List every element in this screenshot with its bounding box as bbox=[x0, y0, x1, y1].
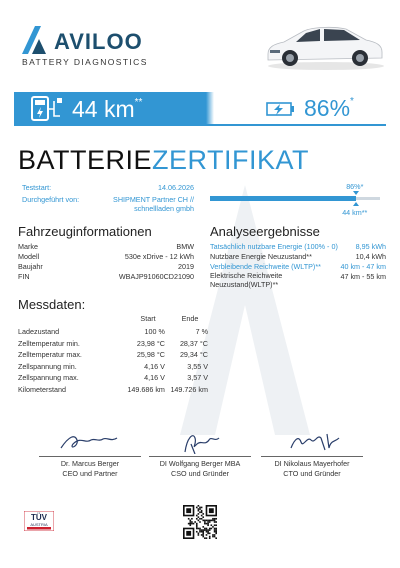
col-end: Ende bbox=[181, 314, 199, 323]
aviloo-logo bbox=[22, 26, 152, 70]
measurement-row: Zelltemperatur min. 23,98 °C 28,37 °C bbox=[18, 338, 208, 348]
signature-ceo: Dr. Marcus Berger CEO und Partner bbox=[30, 430, 150, 478]
gauge-range-label: 44 km** bbox=[342, 208, 368, 217]
signature-cto: DI Nikolaus Mayerhofer CTO und Gründer bbox=[252, 430, 372, 478]
analysis-row-wltp: Elektrische Reichweite Neuzustand(WLTP)** 47 km - 55 km bbox=[210, 271, 386, 289]
vehicle-info bbox=[18, 242, 194, 282]
qr-code bbox=[183, 505, 217, 539]
battery-icon bbox=[266, 101, 296, 117]
svg-text:TÜV: TÜV bbox=[31, 513, 47, 522]
analysis-row: Verbleibende Reichweite (WLTP)** 40 km - 47 km bbox=[210, 262, 386, 271]
svg-text:AUSTRIA: AUSTRIA bbox=[30, 522, 48, 527]
vehicle-row: Modell 530e xDrive - 12 kWh bbox=[18, 252, 194, 261]
summary-bar bbox=[0, 89, 400, 129]
soh-gauge bbox=[210, 180, 386, 220]
signature-scribble-icon bbox=[165, 430, 235, 454]
soh-value: 86%* bbox=[304, 95, 354, 121]
range-value: 44 km** bbox=[72, 96, 143, 122]
signature-cso: DI Wolfgang Berger MBA CSO und Gründer bbox=[140, 430, 260, 478]
measurement-row: Kilometerstand 149.686 km 149.726 km bbox=[18, 384, 208, 394]
measurement-row: Zelltemperatur max. 25,98 °C 29,34 °C bbox=[18, 350, 208, 359]
analysis-row: Tatsächlich nutzbare Energie (100% - 0) 8,95 kWh bbox=[210, 242, 386, 251]
vehicle-row: FIN WBAJP91060CD21090 bbox=[18, 272, 194, 281]
brand-subtitle: BATTERY DIAGNOSTICS bbox=[22, 57, 148, 67]
gauge-range-marker bbox=[353, 202, 359, 206]
gauge-fill bbox=[210, 196, 356, 201]
signature-scribble-icon bbox=[277, 430, 347, 454]
measurement-row: Ladezustand 100 % 7 % bbox=[18, 327, 208, 336]
brand-name: AVILOO bbox=[54, 29, 143, 54]
tuv-austria-seal bbox=[24, 511, 54, 531]
aviloo-mark-icon bbox=[22, 26, 52, 54]
analysis-results bbox=[210, 242, 386, 289]
analysis-heading: Analyseergebnisse bbox=[210, 224, 320, 239]
measurement-row: Zellspannung min. 4,16 V 3,55 V bbox=[18, 361, 208, 371]
vehicle-row: Baujahr 2019 bbox=[18, 262, 194, 271]
vehicle-row: Marke BMW bbox=[18, 242, 194, 251]
col-start: Start bbox=[140, 314, 156, 323]
vehicle-heading: Fahrzeuginformationen bbox=[18, 224, 152, 239]
gauge-soh-marker bbox=[353, 191, 359, 195]
measurements-table bbox=[18, 310, 208, 395]
certificate-title: BATTERIEZERTIFIKAT bbox=[18, 145, 310, 175]
analysis-row: Nutzbare Energie Neuzustand** 10,4 kWh bbox=[210, 252, 386, 261]
signature-scribble-icon bbox=[55, 430, 125, 454]
car-image bbox=[262, 14, 386, 72]
measurements-heading: Messdaten: bbox=[18, 297, 86, 312]
test-meta: Teststart: 14.06.2026 Durchgeführt von: SHIPMENT Partner CH // schnellladen gmbh bbox=[22, 183, 194, 213]
gauge-soh-label: 86%* bbox=[346, 182, 364, 191]
measurement-row: Zellspannung max. 4,16 V 3,57 V bbox=[18, 373, 208, 382]
charging-station-icon bbox=[30, 95, 64, 123]
